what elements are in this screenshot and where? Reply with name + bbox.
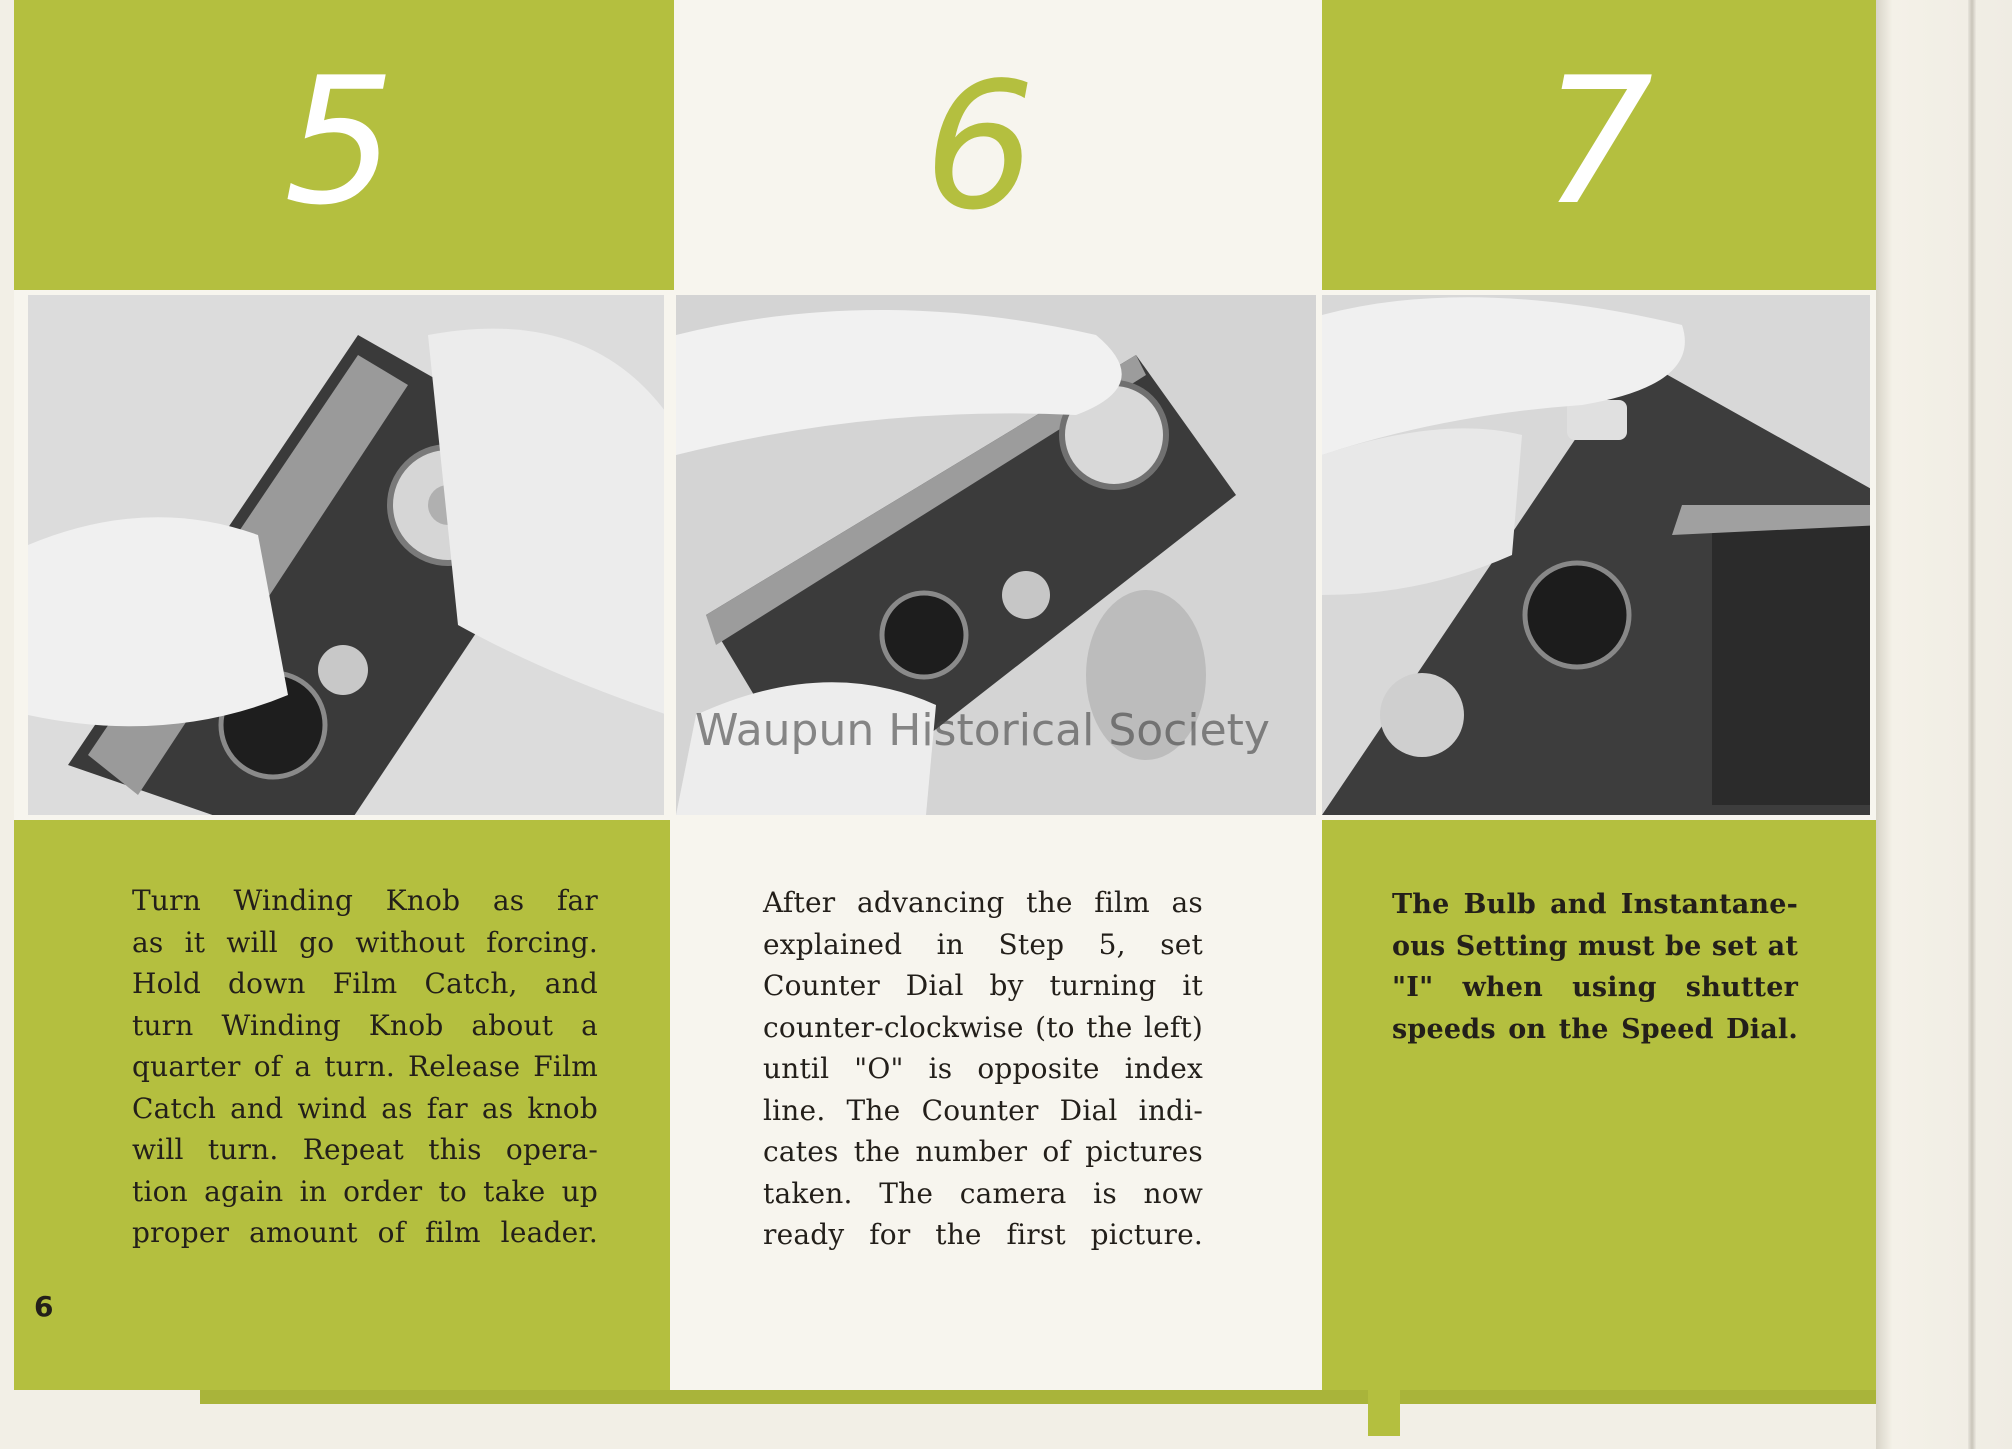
text-line: Counter Dial by turning it: [763, 969, 1203, 1002]
page-tab: [1368, 1390, 1400, 1436]
text-line: as it will go without forcing.: [132, 925, 598, 959]
text-line: explained in Step 5, set: [763, 927, 1203, 961]
step-7-text-panel: [1322, 820, 1876, 1390]
text-line: Hold down Film Catch, and: [132, 967, 598, 1000]
step-7-header-panel: [1322, 0, 1876, 290]
text-line: speeds on the Speed Dial.: [1392, 1013, 1798, 1045]
book-spine: [1968, 0, 1976, 1449]
manual-page: [14, 0, 1876, 1390]
text-line: ready for the first picture.: [763, 1218, 1203, 1251]
step-5-instructions: [132, 880, 598, 1254]
step-7-photo: [1322, 295, 1870, 815]
step-6-text-panel: [670, 820, 1322, 1390]
text-line: line. The Counter Dial indi-: [763, 1093, 1203, 1127]
step-5-text-panel: [14, 820, 670, 1390]
facing-page-edge: [1876, 0, 2012, 1449]
step-6-number: 6: [924, 46, 1036, 249]
text-line: counter-clockwise (to the left): [763, 1010, 1203, 1044]
text-line: tion again in order to take up: [132, 1174, 598, 1208]
step-5-photo: [28, 295, 664, 815]
text-line: quarter of a turn. Release Film: [132, 1050, 598, 1083]
text-line: The Bulb and Instantane-: [1392, 889, 1798, 920]
text-line: until "O" is opposite index: [763, 1052, 1203, 1085]
text-line: "I" when using shutter: [1392, 972, 1798, 1003]
step-6-instructions: [763, 882, 1203, 1256]
text-line: Catch and wind as far as knob: [132, 1091, 598, 1125]
text-line: ous Setting must be set at: [1392, 930, 1798, 962]
text-line: Turn Winding Knob as far: [132, 884, 598, 917]
text-line: proper amount of film leader.: [132, 1216, 598, 1249]
text-line: cates the number of pictures: [763, 1135, 1203, 1168]
page-stack-edge: [200, 1388, 1876, 1404]
step-5-header-panel: [14, 0, 674, 290]
step-5-number: 5: [284, 41, 396, 244]
text-line: After advancing the film as: [763, 886, 1203, 919]
step-7-instructions: [1392, 884, 1798, 1050]
text-line: turn Winding Knob about a: [132, 1008, 598, 1042]
page-number: 6: [34, 1290, 54, 1323]
step-6-header-panel: [674, 0, 1322, 290]
text-line: will turn. Repeat this opera-: [132, 1133, 598, 1166]
text-line: taken. The camera is now: [763, 1176, 1203, 1210]
step-7-number: 7: [1542, 41, 1654, 244]
watermark: Waupun Historical Society: [695, 705, 1270, 756]
